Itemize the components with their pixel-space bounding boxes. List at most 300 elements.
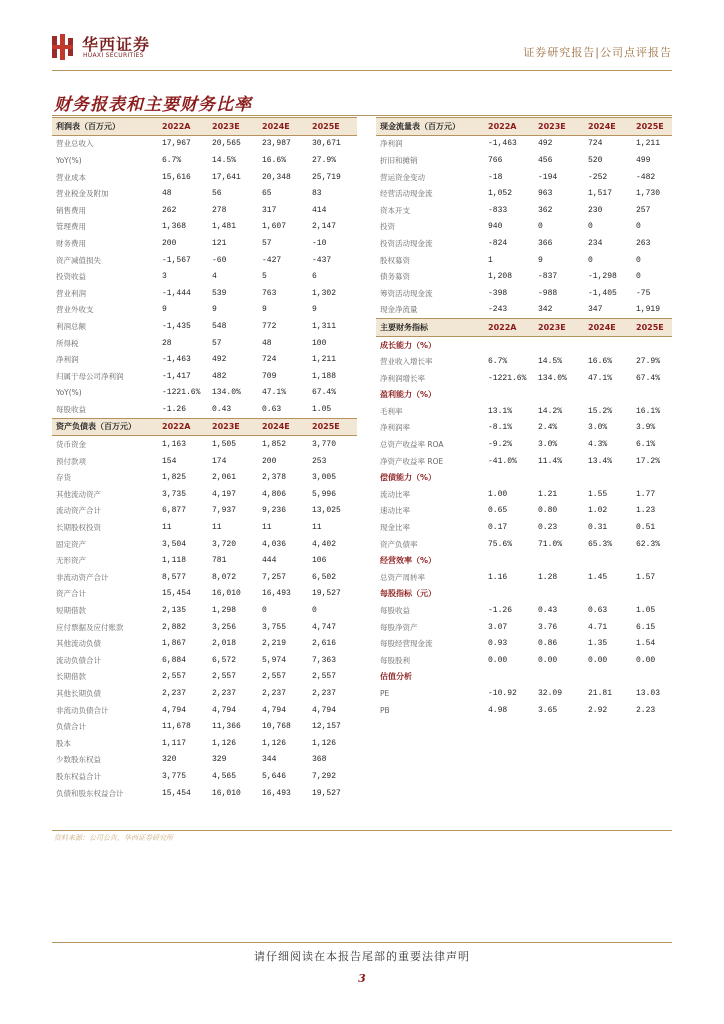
cell-value: 19,527: [312, 589, 341, 599]
row-label: 投资: [380, 222, 395, 232]
row-label: YoY(%): [56, 388, 82, 398]
cell-value: 492: [538, 139, 553, 149]
cell-value: [538, 669, 588, 686]
cell-value: 9: [538, 255, 543, 265]
left-table-row: [52, 385, 357, 402]
row-label: 财务费用: [56, 238, 86, 248]
cell-value: 1,730: [636, 189, 661, 199]
cell-value: -398: [488, 288, 508, 298]
cell-value: 9,236: [262, 506, 287, 516]
cell-value: 1,368: [162, 222, 187, 232]
cell-value: 1,126: [312, 738, 337, 748]
right-financial-table: [376, 117, 672, 718]
row-label: 营运资金变动: [380, 172, 425, 182]
cell-value: 62.3%: [636, 539, 661, 549]
cell-value: -18: [488, 172, 503, 182]
cell-value: 2,219: [262, 639, 287, 649]
cell-value: 11,678: [162, 722, 191, 732]
left-table-row: [52, 768, 357, 785]
cell-value: 0.43: [538, 606, 558, 616]
cell-value: 3.65: [538, 705, 558, 715]
cell-value: 56: [212, 189, 222, 199]
company-name-en: HUAXI SECURITIES: [83, 52, 144, 59]
row-label: 资本开支: [380, 205, 410, 215]
row-label: PE: [380, 688, 390, 698]
right-table-subheader: [376, 469, 672, 486]
year-header: 2024E: [588, 118, 636, 136]
left-table-row: [52, 318, 357, 335]
cell-value: 2,147: [312, 222, 337, 232]
cell-value: 20,565: [212, 139, 241, 149]
right-table-header: [376, 319, 672, 337]
cell-value: [636, 552, 672, 569]
cell-value: 5,646: [262, 771, 287, 781]
right-table-row: [376, 436, 672, 453]
right-table-row: [376, 519, 672, 536]
left-table-row: [52, 368, 357, 385]
cell-value: 414: [312, 205, 327, 215]
left-table-row: [52, 252, 357, 269]
row-label: 非流动负债合计: [56, 705, 109, 715]
cell-value: 772: [262, 321, 277, 331]
right-table-row: [376, 302, 672, 319]
cell-value: -75: [636, 288, 651, 298]
cell-value: 134.0%: [538, 373, 567, 383]
cell-value: 1.77: [636, 489, 656, 499]
cell-value: [538, 586, 588, 603]
row-label: 现金流量表（百万元）: [376, 118, 488, 136]
cell-value: 9: [262, 305, 267, 315]
row-label: 投资活动现金流: [380, 238, 433, 248]
cell-value: 499: [636, 155, 651, 165]
cell-value: 3.9%: [636, 423, 656, 433]
row-label: 少数股东权益: [56, 755, 101, 765]
row-label: 营业利润: [56, 288, 86, 298]
cell-value: 11: [162, 523, 172, 533]
cell-value: 1,052: [488, 189, 513, 199]
left-table-row: [52, 486, 357, 503]
row-label: 主要财务指标: [376, 319, 488, 337]
cell-value: 13.4%: [588, 456, 613, 466]
cell-value: 3,775: [162, 771, 187, 781]
cell-value: 2,557: [262, 672, 287, 682]
cell-value: 25,719: [312, 172, 341, 182]
title-divider: [52, 115, 672, 116]
cell-value: 2.4%: [538, 423, 558, 433]
cell-value: -833: [488, 205, 508, 215]
row-label: 利润表（百万元）: [52, 118, 162, 136]
row-label: 长期借款: [56, 672, 86, 682]
cell-value: -1,298: [588, 272, 617, 282]
cell-value: -10: [312, 238, 327, 248]
cell-value: 317: [262, 205, 277, 215]
right-table-subheader: [376, 336, 672, 353]
cell-value: 347: [588, 305, 603, 315]
cell-value: 100: [312, 338, 327, 348]
cell-value: 444: [262, 556, 277, 566]
cell-value: 1,298: [212, 606, 237, 616]
left-table-row: [52, 169, 357, 186]
cell-value: -1,444: [162, 288, 191, 298]
cell-value: 1.28: [538, 572, 558, 582]
row-label: 资产负债表（百万元）: [52, 418, 162, 436]
cell-value: 0.43: [212, 404, 232, 414]
cell-value: -10.92: [488, 688, 517, 698]
row-label: 其他流动负债: [56, 639, 101, 649]
cell-value: 781: [212, 556, 227, 566]
cell-value: 1.21: [538, 489, 558, 499]
cell-value: 763: [262, 288, 277, 298]
cell-value: 8,577: [162, 572, 187, 582]
cell-value: 0.86: [538, 639, 558, 649]
left-table-row: [52, 685, 357, 702]
cell-value: [636, 586, 672, 603]
cell-value: 14.5%: [538, 357, 563, 367]
cell-value: 257: [636, 205, 651, 215]
cell-value: 2,237: [262, 688, 287, 698]
cell-value: 1,211: [636, 139, 661, 149]
cell-value: 2,378: [262, 473, 287, 483]
cell-value: 1,825: [162, 473, 187, 483]
cell-value: 3.07: [488, 622, 508, 632]
row-label: 短期借款: [56, 606, 86, 616]
right-table-row: [376, 235, 672, 252]
row-label: 净资产收益率 ROE: [380, 456, 444, 466]
row-label: 长期股权投资: [56, 523, 101, 533]
cell-value: 11: [312, 523, 322, 533]
cell-value: 1,302: [312, 288, 337, 298]
cell-value: 1.54: [636, 639, 656, 649]
cell-value: [588, 586, 636, 603]
cell-value: 83: [312, 189, 322, 199]
cell-value: 15.2%: [588, 406, 613, 416]
row-label: 每股股利: [380, 655, 410, 665]
cell-value: 1.45: [588, 572, 608, 582]
cell-value: 368: [312, 755, 327, 765]
cell-value: 4,794: [212, 705, 237, 715]
left-table-row: [52, 135, 357, 152]
cell-value: -1,463: [488, 139, 517, 149]
cell-value: 15,454: [162, 788, 191, 798]
cell-value: 724: [588, 139, 603, 149]
row-label: 盈利能力（%）: [380, 390, 437, 400]
cell-value: 4,794: [162, 705, 187, 715]
row-label: 净利润增长率: [380, 373, 425, 383]
row-label: 应付票据及应付账款: [56, 622, 124, 632]
cell-value: [636, 387, 672, 404]
cell-value: 106: [312, 556, 327, 566]
cell-value: 1,211: [312, 355, 337, 365]
cell-value: 262: [162, 205, 177, 215]
row-label: 存货: [56, 473, 71, 483]
cell-value: 548: [212, 321, 227, 331]
year-header: 2023E: [212, 418, 262, 436]
row-label: 无形资产: [56, 556, 86, 566]
row-label: 股权募资: [380, 255, 410, 265]
cell-value: 6.1%: [636, 440, 656, 450]
left-table-row: [52, 152, 357, 169]
year-header: 2025E: [312, 418, 357, 436]
cell-value: 14.5%: [212, 155, 237, 165]
cell-value: [636, 469, 672, 486]
cell-value: 2.92: [588, 705, 608, 715]
cell-value: 47.1%: [588, 373, 613, 383]
cell-value: 1,126: [212, 738, 237, 748]
cell-value: 4,747: [312, 622, 337, 632]
left-table-row: [52, 185, 357, 202]
cell-value: 30,671: [312, 139, 341, 149]
cell-value: 1,311: [312, 321, 337, 331]
cell-value: 6,572: [212, 655, 237, 665]
right-table-row: [376, 536, 672, 553]
cell-value: -1.26: [488, 606, 513, 616]
cell-value: 13,025: [312, 506, 341, 516]
cell-value: 6: [312, 272, 317, 282]
cell-value: 492: [212, 355, 227, 365]
cell-value: 1,188: [312, 371, 337, 381]
huaxi-logo-icon: [52, 34, 74, 60]
cell-value: 0.00: [588, 655, 608, 665]
year-header: 2025E: [312, 118, 357, 136]
cell-value: 1,852: [262, 440, 287, 450]
cell-value: 2,018: [212, 639, 237, 649]
left-table-row: [52, 219, 357, 236]
cell-value: 2,237: [162, 688, 187, 698]
row-label: 营业总收入: [56, 139, 94, 149]
right-table-row: [376, 252, 672, 269]
cell-value: 0.00: [488, 655, 508, 665]
cell-value: 7,363: [312, 655, 337, 665]
cell-value: 32.09: [538, 688, 563, 698]
cell-value: [588, 387, 636, 404]
cell-value: 482: [212, 371, 227, 381]
cell-value: 766: [488, 155, 503, 165]
cell-value: -1,463: [162, 355, 191, 365]
cell-value: 2,616: [312, 639, 337, 649]
right-table-row: [376, 135, 672, 152]
cell-value: [538, 387, 588, 404]
cell-value: 2,061: [212, 473, 237, 483]
cell-value: 57: [262, 238, 272, 248]
row-label: 销售费用: [56, 205, 86, 215]
cell-value: 0.65: [488, 506, 508, 516]
row-label: 净利润: [56, 355, 79, 365]
cell-value: 3,256: [212, 622, 237, 632]
left-table-row: [52, 519, 357, 536]
cell-value: 0: [538, 222, 543, 232]
cell-value: 0: [636, 272, 641, 282]
cell-value: 0.63: [588, 606, 608, 616]
cell-value: 65: [262, 189, 272, 199]
cell-value: -1221.6%: [162, 388, 201, 398]
cell-value: 7,937: [212, 506, 237, 516]
cell-value: 4,036: [262, 539, 287, 549]
cell-value: 366: [538, 238, 553, 248]
cell-value: 15,454: [162, 589, 191, 599]
cell-value: [538, 552, 588, 569]
cell-value: 0: [636, 255, 641, 265]
row-label: 管理费用: [56, 222, 86, 232]
left-table-row: [52, 702, 357, 719]
cell-value: 0.63: [262, 404, 282, 414]
cell-value: 21.81: [588, 688, 613, 698]
row-label: 营业外收支: [56, 305, 94, 315]
cell-value: 75.6%: [488, 539, 513, 549]
cell-value: 1.16: [488, 572, 508, 582]
cell-value: 1,607: [262, 222, 287, 232]
right-table-row: [376, 652, 672, 669]
cell-value: 963: [538, 189, 553, 199]
right-table-row: [376, 486, 672, 503]
left-table-row: [52, 652, 357, 669]
cell-value: -1,435: [162, 321, 191, 331]
cell-value: 11: [262, 523, 272, 533]
right-table-row: [376, 635, 672, 652]
cell-value: 134.0%: [212, 388, 241, 398]
cell-value: 3,755: [262, 622, 287, 632]
left-table-row: [52, 351, 357, 368]
right-table-row: [376, 702, 672, 719]
cell-value: 230: [588, 205, 603, 215]
row-label: 每股净资产: [380, 622, 418, 632]
cell-value: [488, 552, 538, 569]
footer-divider: [52, 942, 672, 943]
left-table-row: [52, 401, 357, 418]
cell-value: -1,405: [588, 288, 617, 298]
cell-value: 15,616: [162, 172, 191, 182]
left-table-row: [52, 453, 357, 470]
cell-value: 28: [162, 338, 172, 348]
row-label: 营业收入增长率: [380, 357, 433, 367]
row-label: 流动比率: [380, 489, 410, 499]
year-header: 2023E: [538, 118, 588, 136]
cell-value: 3,735: [162, 489, 187, 499]
cell-value: 0: [262, 606, 267, 616]
cell-value: 1,919: [636, 305, 661, 315]
left-table-header: [52, 118, 357, 136]
cell-value: 67.4%: [636, 373, 661, 383]
cell-value: 5,974: [262, 655, 287, 665]
cell-value: -837: [538, 272, 558, 282]
left-table-header: [52, 418, 357, 436]
cell-value: [538, 469, 588, 486]
cell-value: 9: [162, 305, 167, 315]
left-table-row: [52, 235, 357, 252]
left-table-row: [52, 268, 357, 285]
left-table-row: [52, 552, 357, 569]
row-label: 成长能力（%）: [380, 340, 437, 350]
cell-value: 16.6%: [262, 155, 287, 165]
cell-value: 329: [212, 755, 227, 765]
cell-value: 9: [312, 305, 317, 315]
cell-value: -482: [636, 172, 656, 182]
cell-value: 2.23: [636, 705, 656, 715]
left-table-row: [52, 718, 357, 735]
cell-value: -41.0%: [488, 456, 517, 466]
cell-value: 6.7%: [488, 357, 508, 367]
cell-value: 5,996: [312, 489, 337, 499]
table-bottom-divider: [52, 830, 672, 831]
cell-value: -824: [488, 238, 508, 248]
left-table-row: [52, 785, 357, 802]
cell-value: 342: [538, 305, 553, 315]
cell-value: 0.17: [488, 523, 508, 533]
cell-value: 1,126: [262, 738, 287, 748]
cell-value: [636, 669, 672, 686]
row-label: 毛利率: [380, 406, 403, 416]
row-label: 偿债能力（%）: [380, 473, 437, 483]
year-header: 2025E: [636, 319, 672, 337]
cell-value: [588, 336, 636, 353]
cell-value: 27.9%: [636, 357, 661, 367]
cell-value: 17,967: [162, 139, 191, 149]
cell-value: -1,417: [162, 371, 191, 381]
row-label: 经营效率（%）: [380, 556, 437, 566]
cell-value: 253: [312, 456, 327, 466]
row-label: 非流动资产合计: [56, 572, 109, 582]
cell-value: 2,557: [162, 672, 187, 682]
cell-value: 4,794: [262, 705, 287, 715]
right-table-row: [376, 169, 672, 186]
cell-value: [488, 387, 538, 404]
cell-value: 1,481: [212, 222, 237, 232]
cell-value: -1,567: [162, 255, 191, 265]
cell-value: 11,366: [212, 722, 241, 732]
cell-value: 3.0%: [588, 423, 608, 433]
row-label: 筹资活动现金流: [380, 288, 433, 298]
cell-value: -8.1%: [488, 423, 513, 433]
left-table-row: [52, 752, 357, 769]
left-table-row: [52, 735, 357, 752]
report-type: 证券研究报告|公司点评报告: [523, 46, 672, 59]
cell-value: 57: [212, 338, 222, 348]
right-table-row: [376, 503, 672, 520]
right-table-row: [376, 453, 672, 470]
cell-value: 3,720: [212, 539, 237, 549]
left-table-row: [52, 586, 357, 603]
row-label: 固定资产: [56, 539, 86, 549]
cell-value: 4: [212, 272, 217, 282]
cell-value: 4,402: [312, 539, 337, 549]
page-number: 3: [358, 972, 366, 985]
row-label: 现金比率: [380, 523, 410, 533]
cell-value: [488, 336, 538, 353]
cell-value: 7,257: [262, 572, 287, 582]
row-label: 净利润: [380, 139, 403, 149]
left-table-row: [52, 469, 357, 486]
row-label: 负债和股东权益合计: [56, 788, 124, 798]
cell-value: 0.31: [588, 523, 608, 533]
row-label: 现金净流量: [380, 305, 418, 315]
cell-value: 2,237: [312, 688, 337, 698]
cell-value: 16.1%: [636, 406, 661, 416]
source-note: 资料来源：公司公告，华西证券研究所: [54, 834, 173, 842]
cell-value: -243: [488, 305, 508, 315]
year-header: 2023E: [212, 118, 262, 136]
right-table-row: [376, 685, 672, 702]
cell-value: 6.15: [636, 622, 656, 632]
cell-value: 47.1%: [262, 388, 287, 398]
cell-value: 27.9%: [312, 155, 337, 165]
cell-value: 3,770: [312, 440, 337, 450]
cell-value: [636, 336, 672, 353]
cell-value: 154: [162, 456, 177, 466]
row-label: 利润总额: [56, 321, 86, 331]
row-label: 所得税: [56, 338, 79, 348]
cell-value: -437: [312, 255, 332, 265]
left-table-row: [52, 602, 357, 619]
cell-value: 7,292: [312, 771, 337, 781]
